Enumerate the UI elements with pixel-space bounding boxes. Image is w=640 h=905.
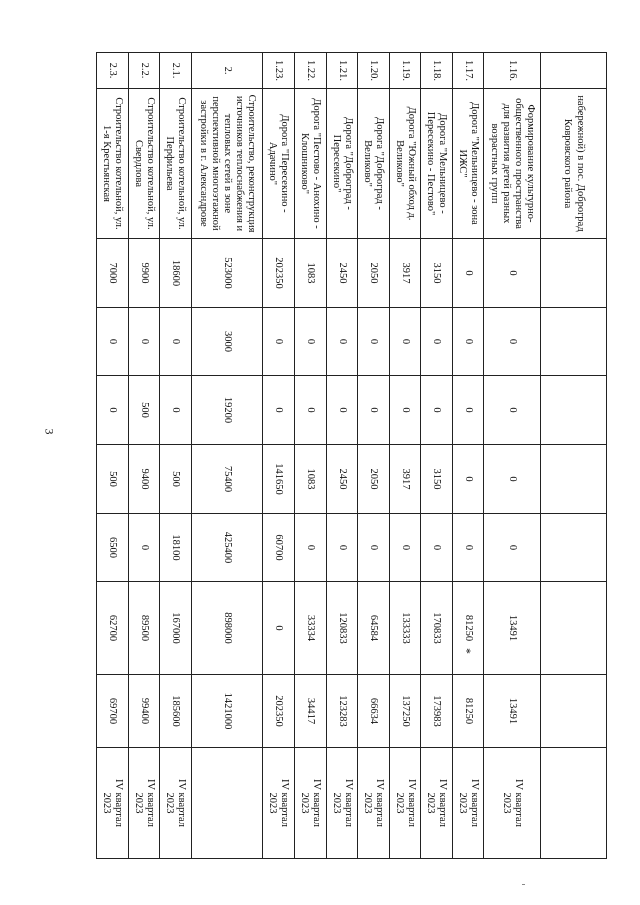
table-row [452, 53, 483, 859]
period-cell: IV квартал 2023 [358, 748, 389, 859]
amount-cell: 9400 [128, 445, 159, 514]
footnote-asterisk: * [460, 648, 474, 654]
amount-cell: 1421000 [191, 675, 262, 748]
document-table-container [96, 52, 607, 858]
amount-cell: 2050 [358, 239, 389, 308]
amount-cell: 167000 [160, 582, 191, 675]
row-name-cell: Строительство котельной, ул. Перфильева [160, 89, 191, 239]
amount-cell: 0 [452, 376, 483, 445]
amount-cell: 500 [97, 445, 129, 514]
table-row [97, 53, 129, 859]
amount-cell: 69700 [97, 675, 129, 748]
amount-cell: 425400 [191, 514, 262, 582]
amount-cell: 0 [295, 308, 326, 376]
amount-cell: 0 [97, 308, 129, 376]
amount-cell [540, 675, 606, 748]
amount-cell: 0 [452, 308, 483, 376]
amount-cell: 500 [160, 445, 191, 514]
row-number-cell: 1.23. [262, 53, 295, 89]
row-name-cell: Дорога "Доброград - Великово" [358, 89, 389, 239]
table-row [421, 53, 452, 859]
amount-cell: 141650 [262, 445, 295, 514]
table-row [358, 53, 389, 859]
row-name-cell: Дорога "Мельницево - Пересекино - Пестово" [421, 89, 452, 239]
table-row [389, 53, 420, 859]
amount-cell: 0 [160, 376, 191, 445]
amount-cell: 9900 [128, 239, 159, 308]
amount-cell: 898000 [191, 582, 262, 675]
row-name-cell: Строительство котельной, ул. 1-я Крестьянская [97, 89, 129, 239]
amount-cell: 0 [421, 514, 452, 582]
row-number-cell: 1.16. [484, 53, 541, 89]
row-name-cell: Строительство котельной, ул. Свердлова [128, 89, 159, 239]
amount-cell: 60700 [262, 514, 295, 582]
period-cell: IV квартал 2023 [128, 748, 159, 859]
amount-cell: 202350 [262, 239, 295, 308]
row-number-cell: 1.20. [358, 53, 389, 89]
amount-cell: 133333 [389, 582, 420, 675]
amount-cell: 1083 [295, 445, 326, 514]
amount-cell: 0 [452, 445, 483, 514]
period-cell: IV квартал 2023 [262, 748, 295, 859]
table-row [540, 53, 606, 859]
amount-cell: 18600 [160, 239, 191, 308]
row-number-cell: 1.21. [326, 53, 357, 89]
row-number-cell: 1.22. [295, 53, 326, 89]
amount-cell: 7000 [97, 239, 129, 308]
row-name-cell: Формирование культурно-общественного пространства для развития детей разных возрастных групп [484, 89, 541, 239]
amount-cell: 0 [484, 308, 541, 376]
amount-cell: 2050 [358, 445, 389, 514]
amount-cell: 0 [128, 514, 159, 582]
row-name-cell: Дорога "Пестово - Анохино - Клошниково" [295, 89, 326, 239]
period-cell: IV квартал 2023 [160, 748, 191, 859]
period-cell: IV квартал 2023 [97, 748, 129, 859]
amount-cell: 0 [295, 376, 326, 445]
amount-cell: 0 [484, 445, 541, 514]
rotated-table-frame [96, 52, 607, 858]
amount-cell: 0 [358, 514, 389, 582]
amount-cell: 3917 [389, 445, 420, 514]
amount-cell: 0 [358, 308, 389, 376]
amount-cell: 0 [262, 376, 295, 445]
amount-cell: 89500 [128, 582, 159, 675]
row-number-cell: 2. [191, 53, 262, 89]
period-cell: IV квартал 2023 [421, 748, 452, 859]
amount-cell: 0 [358, 376, 389, 445]
row-number-cell: 2.3. [97, 53, 129, 89]
amount-cell: 0 [452, 514, 483, 582]
table-row [191, 53, 262, 859]
amount-cell: 137250 [389, 675, 420, 748]
amount-cell: 13491 [484, 582, 541, 675]
page-number: 3 [42, 428, 57, 435]
amount-cell [540, 308, 606, 376]
amount-cell: 0 [484, 376, 541, 445]
row-name-cell: набережной) в пос. Доброград Ковровского района [540, 89, 606, 239]
row-number-cell: 1.18. [421, 53, 452, 89]
scan-mark [522, 884, 525, 885]
table-row [262, 53, 295, 859]
amount-cell: 0 [421, 376, 452, 445]
amount-cell: 185600 [160, 675, 191, 748]
amount-cell: 66634 [358, 675, 389, 748]
amount-cell: 123283 [326, 675, 357, 748]
row-number-cell: 2.1. [160, 53, 191, 89]
amount-cell: 0 [97, 376, 129, 445]
amount-cell: 0 [326, 308, 357, 376]
amount-cell: 0 [326, 376, 357, 445]
amount-cell: 0 [262, 582, 295, 675]
financing-table [96, 52, 607, 859]
table-row [160, 53, 191, 859]
row-name-cell: Дорога "Пересекино - Адачино" [262, 89, 295, 239]
amount-cell: 81250 [452, 582, 483, 675]
amount-cell: 0 [160, 308, 191, 376]
period-cell: IV квартал 2023 [452, 748, 483, 859]
amount-cell: 0 [484, 239, 541, 308]
period-cell [540, 748, 606, 859]
amount-cell: 0 [295, 514, 326, 582]
table-row [128, 53, 159, 859]
amount-cell: 3917 [389, 239, 420, 308]
amount-cell: 170833 [421, 582, 452, 675]
period-cell: IV квартал 2023 [484, 748, 541, 859]
amount-cell: 34417 [295, 675, 326, 748]
period-cell: IV квартал 2023 [389, 748, 420, 859]
amount-cell: 120833 [326, 582, 357, 675]
amount-cell [540, 514, 606, 582]
amount-cell: 523000 [191, 239, 262, 308]
row-number-cell: 1.17. [452, 53, 483, 89]
amount-cell: 202350 [262, 675, 295, 748]
amount-cell: 6500 [97, 514, 129, 582]
amount-cell: 2450 [326, 445, 357, 514]
amount-cell: 0 [389, 308, 420, 376]
period-cell: IV квартал 2023 [326, 748, 357, 859]
table-body [97, 53, 607, 859]
row-name-cell: Дорога "Южный обход д. Великово" [389, 89, 420, 239]
amount-cell: 19200 [191, 376, 262, 445]
amount-cell: 81250 [452, 675, 483, 748]
amount-cell: 99400 [128, 675, 159, 748]
amount-cell: 13491 [484, 675, 541, 748]
period-cell [191, 748, 262, 859]
amount-cell: 0 [484, 514, 541, 582]
amount-cell: 0 [128, 308, 159, 376]
table-row [326, 53, 357, 859]
amount-cell: 62700 [97, 582, 129, 675]
amount-cell: 0 [389, 514, 420, 582]
amount-cell: 64584 [358, 582, 389, 675]
amount-cell: 0 [389, 376, 420, 445]
amount-cell: 0 [452, 239, 483, 308]
amount-cell: 1083 [295, 239, 326, 308]
row-number-cell: 2.2. [128, 53, 159, 89]
amount-cell: 3000 [191, 308, 262, 376]
amount-cell: 0 [262, 308, 295, 376]
amount-cell [540, 376, 606, 445]
amount-cell: 0 [326, 514, 357, 582]
amount-cell: 500 [128, 376, 159, 445]
amount-cell: 3150 [421, 239, 452, 308]
amount-cell: 173983 [421, 675, 452, 748]
row-name-cell: Дорога "Доброград - Пересекино" [326, 89, 357, 239]
amount-cell: 18100 [160, 514, 191, 582]
row-name-cell: Дорога "Мельницево - зона ИЖС" [452, 89, 483, 239]
period-cell: IV квартал 2023 [295, 748, 326, 859]
table-row [484, 53, 541, 859]
amount-cell: 33334 [295, 582, 326, 675]
row-name-cell: Строительство, реконструкция источников теплоснабжения и тепловых сетей в зоне перспективной многоэтажной застройки в г. Александрове [191, 89, 262, 239]
amount-cell [540, 239, 606, 308]
amount-cell: 0 [421, 308, 452, 376]
table-row [295, 53, 326, 859]
row-number-cell: 1.19. [389, 53, 420, 89]
amount-cell: 2450 [326, 239, 357, 308]
amount-cell [540, 445, 606, 514]
row-number-cell [540, 53, 606, 89]
amount-cell: 75400 [191, 445, 262, 514]
amount-cell [540, 582, 606, 675]
amount-cell: 3150 [421, 445, 452, 514]
